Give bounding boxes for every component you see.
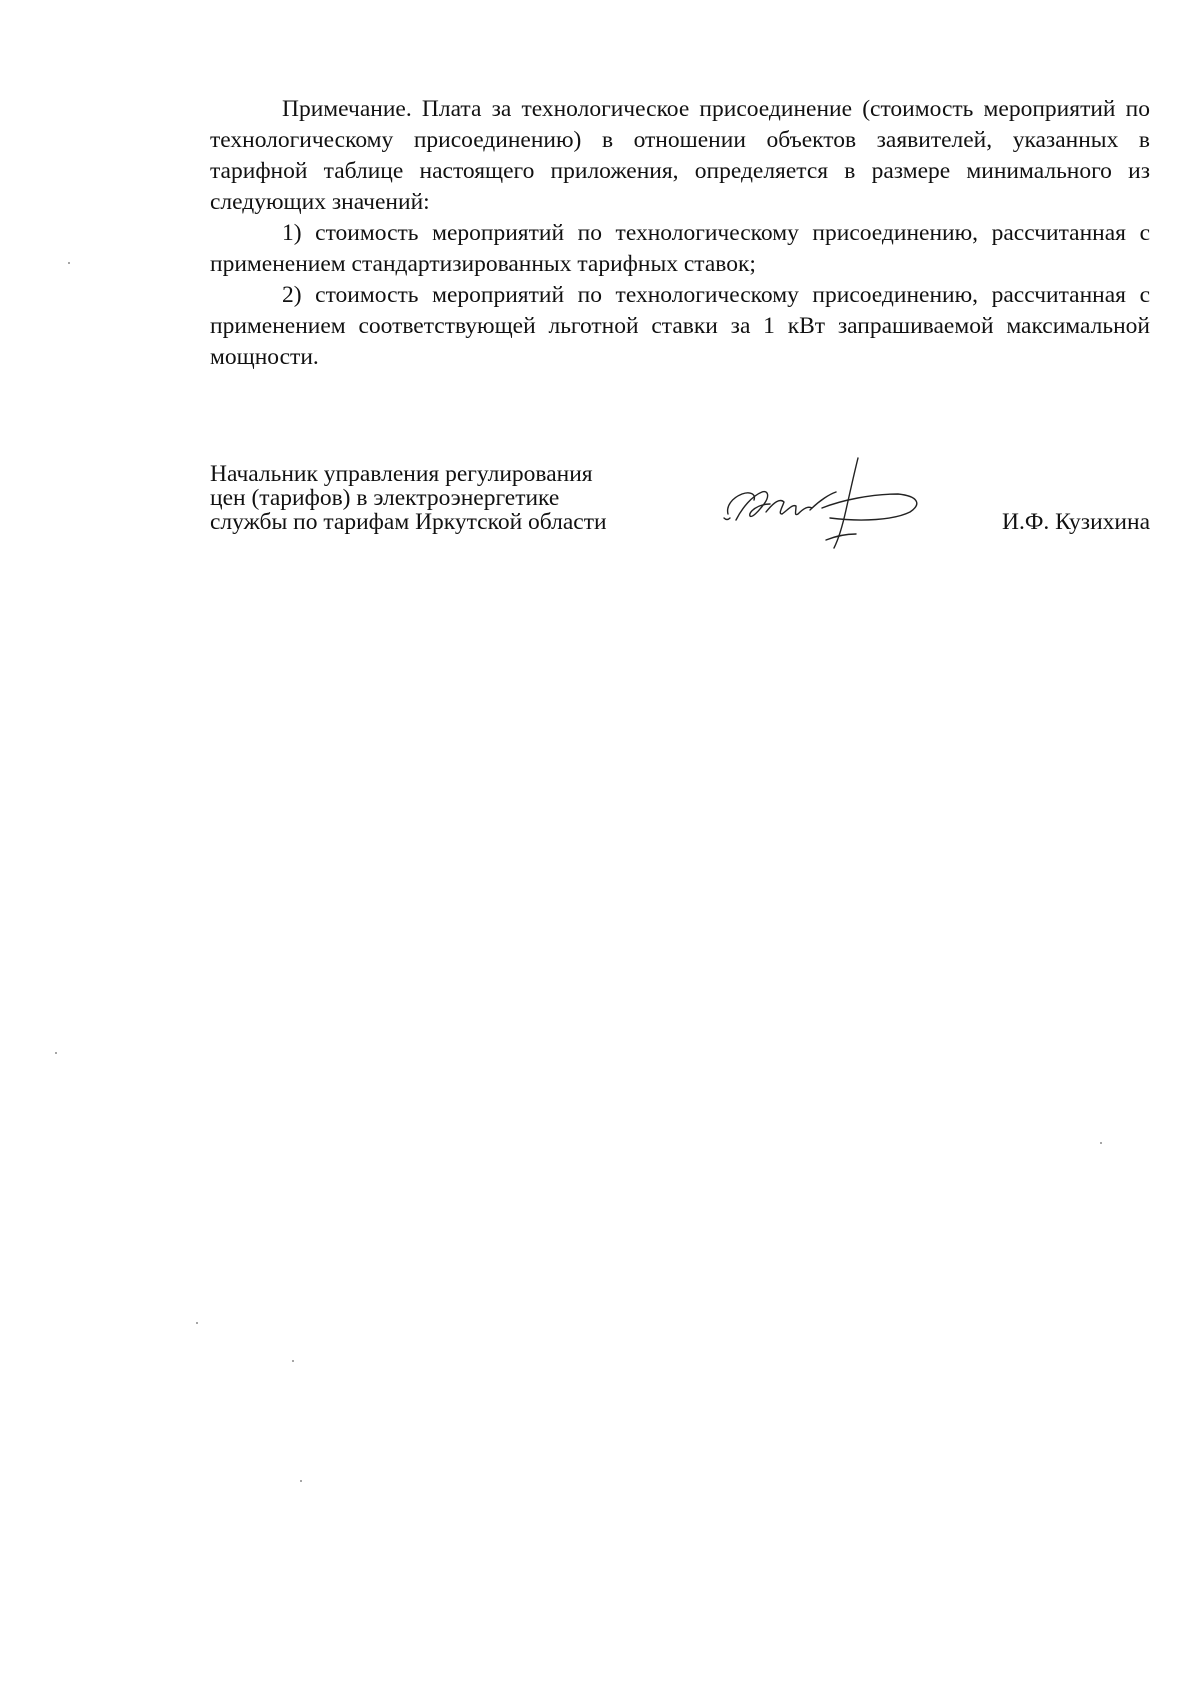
note-section <box>210 94 1150 373</box>
note-paragraph-item-1: 1) стоимость мероприятий по технологическому присоединению, рассчитанная с применением стандартизированных тарифных ставок; <box>210 220 1150 277</box>
signature-block <box>210 462 1150 572</box>
handwritten-signature <box>722 448 932 558</box>
scan-speck <box>1100 1142 1102 1144</box>
note-paragraph-intro: Примечание. Плата за технологическое присоединение (стоимость мероприятий по технологическому присоединению) в отношении объектов заявителей, указанных в тарифной таблице настоящего приложения, определяется в размере минимального из следующих значений: <box>210 96 1150 215</box>
scan-speck <box>292 1360 294 1362</box>
signer-name: И.Ф. Кузихина <box>1001 509 1150 535</box>
note-paragraph-item-2: 2) стоимость мероприятий по технологическому присоединению, рассчитанная с применением соответствующей льготной ставки за 1 кВт запрашиваемой максимальной мощности. <box>210 282 1150 370</box>
scan-speck <box>68 262 70 264</box>
scan-speck <box>300 1480 302 1482</box>
signer-position-line-3: службы по тарифам Иркутской области <box>210 509 607 535</box>
scan-speck <box>55 1052 57 1054</box>
scan-speck <box>196 1322 198 1324</box>
signer-position-line-1: Начальник управления регулирования <box>210 461 593 487</box>
signer-position <box>210 462 680 534</box>
signer-position-line-2: цен (тарифов) в электроэнергетике <box>210 485 560 511</box>
